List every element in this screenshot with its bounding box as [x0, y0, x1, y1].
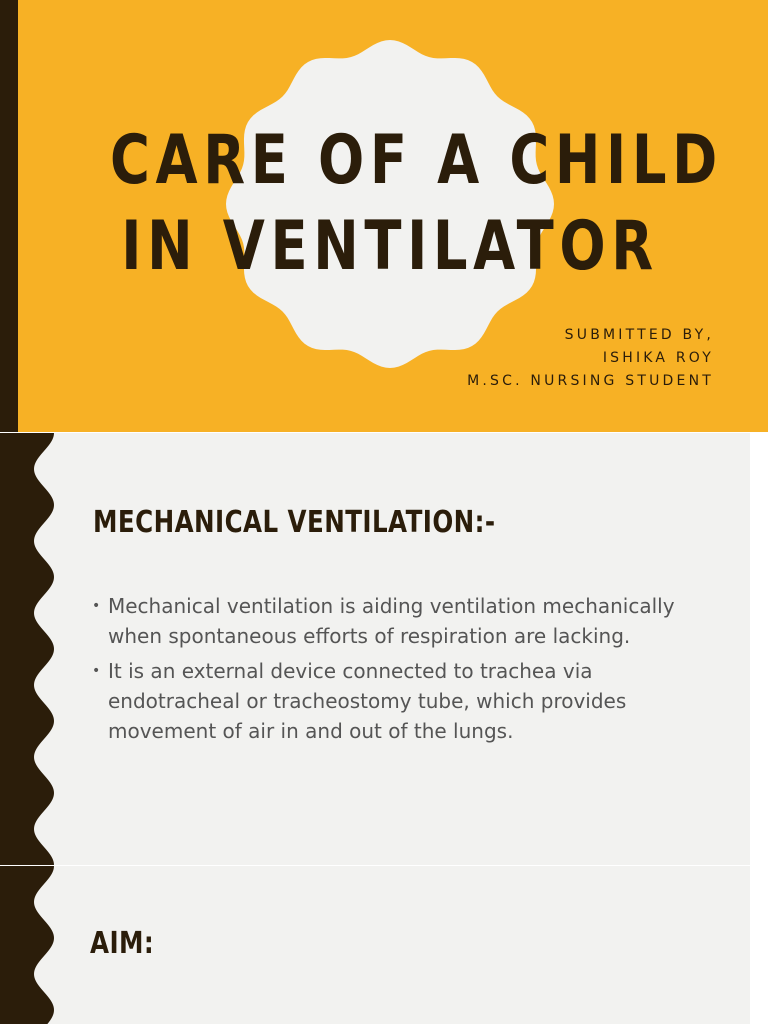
- subtitle-role: M.SC. NURSING STUDENT: [467, 373, 714, 389]
- title-line-2: IN VENTILATOR: [121, 207, 659, 286]
- slide-right-edge: [750, 866, 768, 1024]
- slide-heading: AIM:: [90, 926, 155, 961]
- bullet-item: [90, 591, 720, 651]
- title-line-1: CARE OF A CHILD: [110, 121, 723, 200]
- slide-heading: MECHANICAL VENTILATION:-: [93, 505, 496, 540]
- slide-right-edge: [750, 433, 768, 865]
- left-accent-bar: [0, 0, 18, 432]
- bullet-item: [90, 656, 720, 746]
- aim-slide: [0, 866, 768, 1024]
- wavy-side-band: [0, 433, 60, 865]
- presentation-subtitle: [467, 324, 714, 393]
- presentation-title: [110, 118, 723, 290]
- bullet-text: It is an external device connected to trachea via endotracheal or tracheostomy tube, which provides movement of air in and out of the lungs.: [108, 659, 627, 743]
- wavy-side-band: [0, 866, 60, 1024]
- subtitle-author: ISHIKA ROY: [602, 350, 714, 366]
- bullet-text: Mechanical ventilation is aiding ventilation mechanically when spontaneous efforts of respiration are lacking.: [108, 594, 675, 648]
- title-slide: [0, 0, 768, 432]
- bullet-dot-icon: •: [92, 598, 101, 614]
- subtitle-submitted-by: SUBMITTED BY,: [564, 327, 714, 343]
- mechanical-ventilation-slide: [0, 433, 768, 865]
- bullet-list: [90, 591, 720, 751]
- bullet-dot-icon: •: [92, 663, 101, 679]
